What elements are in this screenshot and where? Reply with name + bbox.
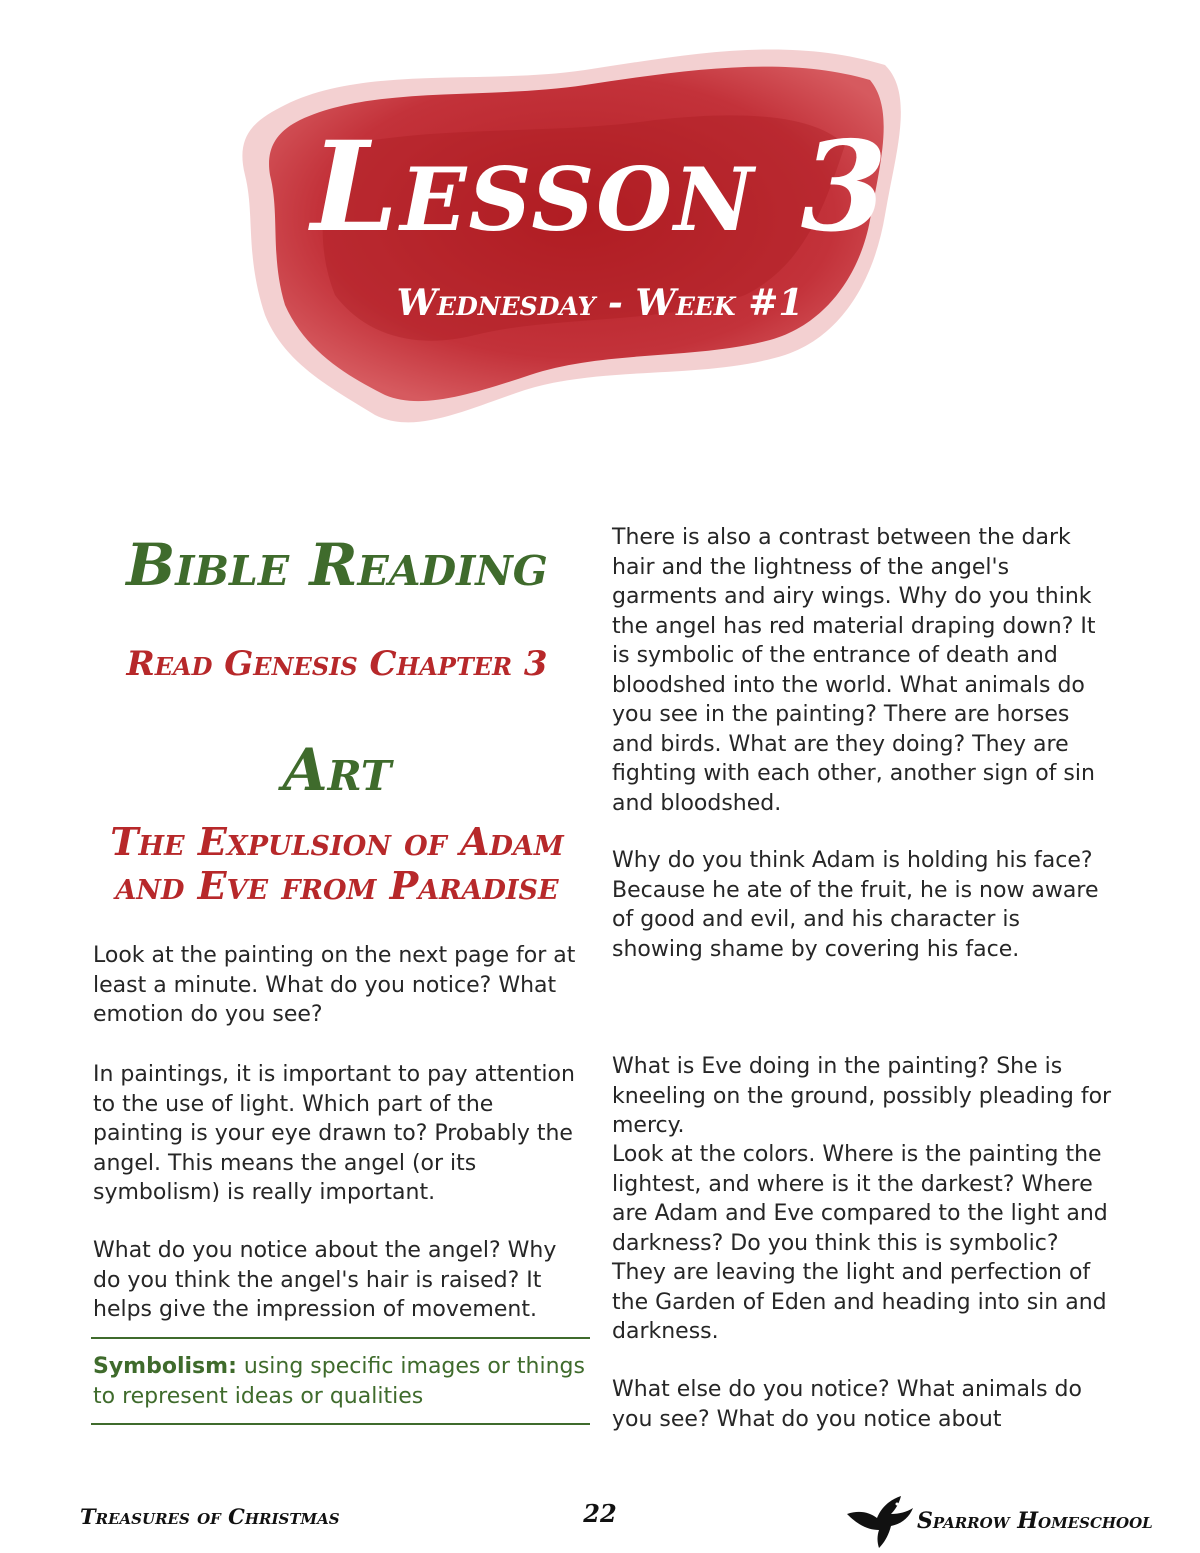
divider [91, 1337, 590, 1339]
left-paragraph: Look at the painting on the next page for at least a minute. What do you notice? What emotion do you see? [93, 943, 576, 1027]
brand-logo [845, 1492, 1153, 1552]
definition-box [93, 1352, 588, 1411]
art-subheading: The Expulsion of Adam and Eve from Paradise [110, 819, 564, 908]
footer-book-title: Treasures of Christmas [80, 1504, 340, 1529]
divider [91, 1423, 590, 1425]
right-paragraph: What else do you notice? What animals do you see? What do you notice about [612, 1377, 1082, 1432]
definition-text: using specific images or things to represent ideas or qualities [93, 1354, 585, 1409]
right-paragraph: Why do you think Adam is holding his face? Because he ate of the fruit, he is now aware of good and evil, and his character is showing shame by covering his face. [612, 848, 1099, 962]
left-paragraph: What do you notice about the angel? Why do you think the angel's hair is raised? It helps give the impression of movement. [93, 1238, 557, 1322]
art-heading: Art [282, 736, 392, 804]
definition-term: Symbolism: [93, 1354, 237, 1379]
right-paragraph: Look at the colors. Where is the painting the lightest, and where is it the darkest? Where are Adam and Eve compared to the light and darkness? Do you think this is symbolic? They are leaving the light and perfection of the Garden of Eden and heading into sin and darkness. [612, 1142, 1108, 1344]
sparrow-icon [845, 1492, 915, 1552]
bible-reading-subheading: Read Genesis Chapter 3 [126, 644, 548, 684]
right-paragraph: What is Eve doing in the painting? She is kneeling on the ground, possibly pleading for mercy. [612, 1054, 1112, 1138]
bible-reading-heading: Bible Reading [126, 531, 548, 599]
lesson-subtitle: Wednesday - Week #1 [396, 282, 804, 324]
right-paragraph: There is also a contrast between the dark hair and the lightness of the angel's garments and airy wings. Why do you think the angel has red material draping down? It is symbolic of the entrance of death and bloodshed into the world. What animals do you see in the painting? There are horses and birds. What are they doing? They are fighting with each other, another sign of sin and bloodshed. [612, 525, 1096, 816]
left-paragraph: In paintings, it is important to pay attention to the use of light. Which part of the painting is your eye drawn to? Probably the angel. This means the angel (or its symbolism) is really important. [93, 1062, 575, 1205]
page-number: 22 [583, 1499, 617, 1528]
brand-name: Sparrow Homeschool [917, 1508, 1153, 1534]
lesson-title: Lesson 3 [310, 115, 889, 260]
